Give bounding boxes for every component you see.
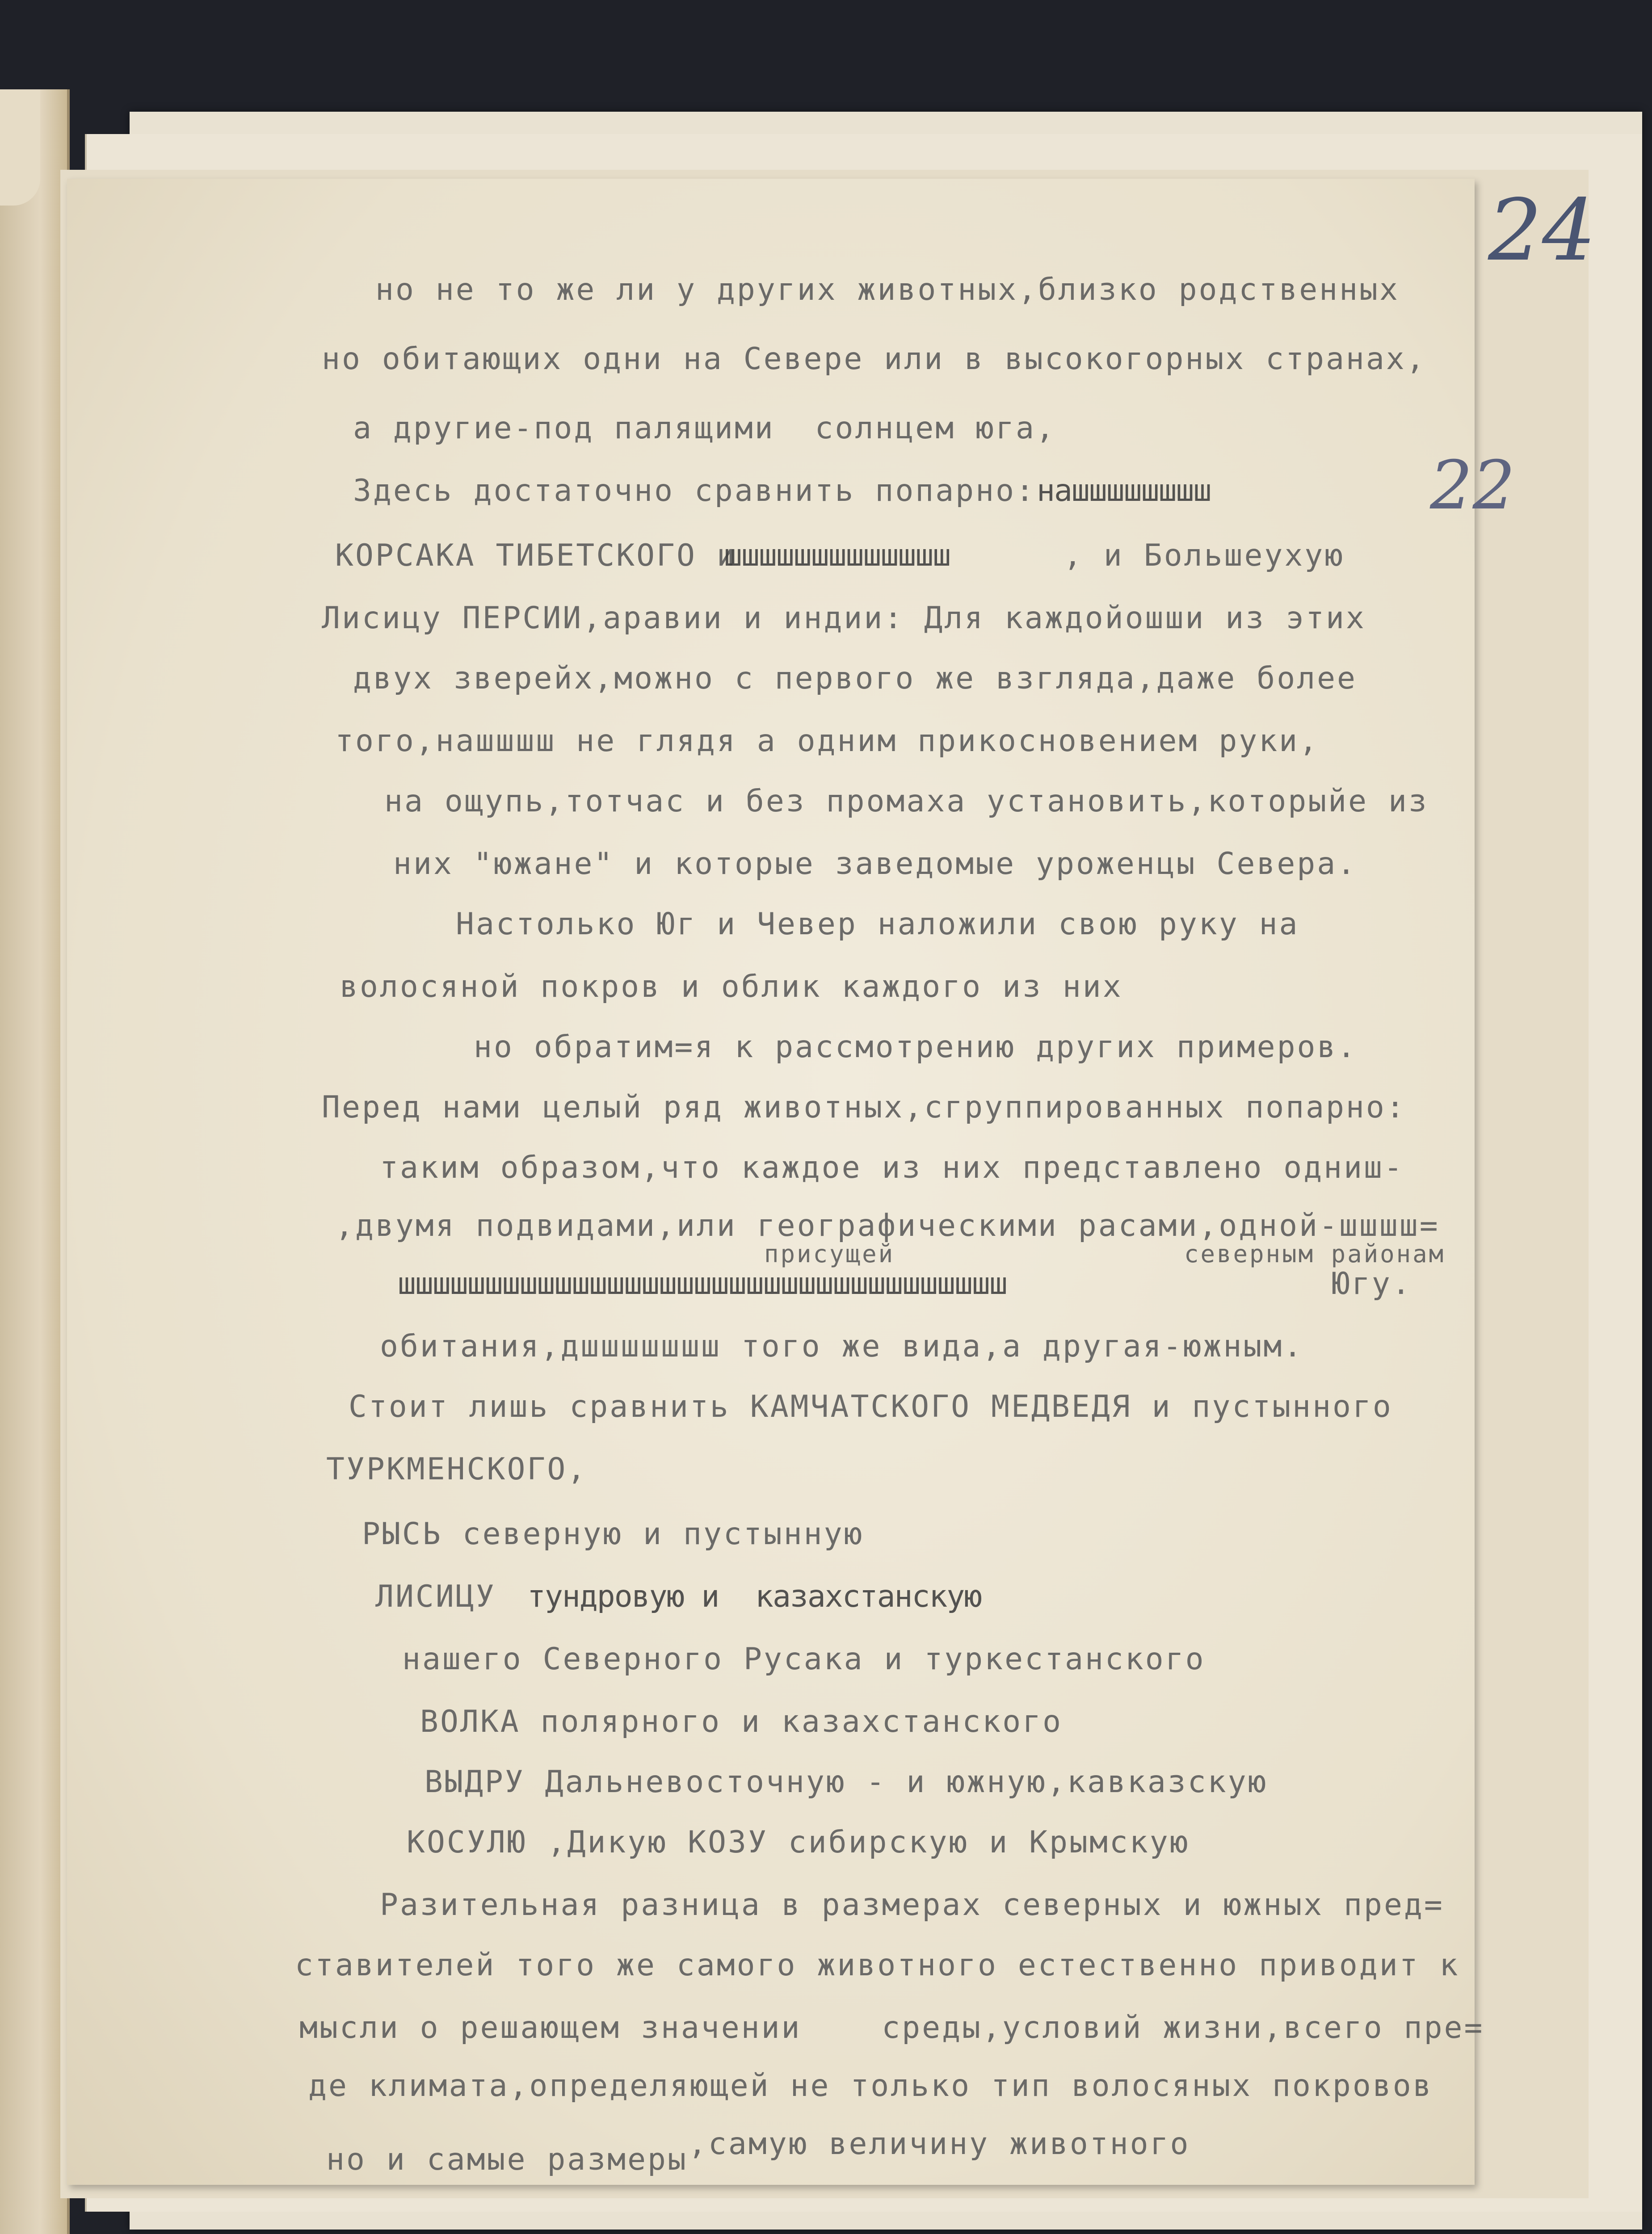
typed-insertion: северным районам: [1184, 1240, 1446, 1268]
typed-line: обитания,дшшшшшшш того же вида,а другая-южным.: [380, 1329, 1304, 1364]
struck-text: нашшшшшшшш: [1037, 473, 1211, 508]
sheet-page-number: 22: [1430, 447, 1515, 525]
typed-line: мысли о решающем значении среды,условий жизни,всего пре=: [299, 2010, 1484, 2045]
typed-line: Стоит лишь сравнить КАМЧАТСКОГО МЕДВЕДЯ и пустынного: [349, 1389, 1393, 1424]
struck-text: тундровую и: [527, 1579, 719, 1614]
typed-line: но и самые размеры: [326, 2142, 688, 2177]
typed-line: а другие-под палящими солнцем юга,: [353, 411, 1056, 446]
typed-line: ЛИСИЦУ: [375, 1579, 496, 1614]
typed-line: нашего Северного Русака и туркестанского: [402, 1642, 1206, 1677]
typed-line: Здесь достаточно сравнить попарно:: [353, 473, 1036, 508]
archive-folio-number: 24: [1488, 181, 1596, 280]
typed-line: ТУРКМЕНСКОГО,: [326, 1452, 588, 1487]
typed-line: но обратим=я к рассмотрению других примеров.: [474, 1029, 1358, 1065]
typed-line: Перед нами целый ряд животных,сгруппированных попарно:: [322, 1090, 1406, 1125]
typed-line: на ощупь,тотчас и без промаха установить,которыйе из: [384, 784, 1429, 819]
typed-line: ВЫДРУ Дальневосточную - и южную,кавказскую: [425, 1764, 1268, 1800]
typed-line: , и Большеухую: [1064, 538, 1345, 573]
typed-sheet: [67, 179, 1515, 2185]
folded-corner: [0, 89, 40, 206]
typed-line: волосяной покров и облик каждого из них: [340, 969, 1123, 1004]
struck-text: шшшшшшшшшшшшшшшшшшшшшшшшшшшшшшшшшшш: [398, 1266, 1007, 1302]
typed-line: Разительная разница в размерах северных и южных пред=: [380, 1887, 1444, 1923]
typed-line: РЫСЬ северную и пустынную: [362, 1516, 864, 1552]
typed-line: но не то же ли у других животных,близко родственных: [375, 272, 1400, 307]
typed-line: двух зверейх,можно с первого же взгляда,даже более: [353, 661, 1357, 696]
typed-line: де климата,определяющей не только тип волосяных покровов: [308, 2068, 1433, 2104]
typed-line: ,двумя подвидами,или географическими расами,одной-шшшш=: [335, 1208, 1440, 1243]
typed-line: Лисицу ПЕРСИИ,аравии и индии: Для каждойошши из этих: [322, 600, 1366, 636]
typed-line: того,нашшшш не глядя а одним прикосновением руки,: [335, 723, 1320, 759]
binder-edge: [0, 89, 70, 2234]
typed-line: них "южане" и которые заведомые уроженцы Севера.: [393, 846, 1358, 882]
typed-line: ставителей того же самого животного естественно приводит к: [295, 1948, 1460, 1983]
typed-line: ВОЛКА полярного и казахстанского: [420, 1704, 1063, 1739]
typed-insertion: присущей: [764, 1240, 895, 1268]
typed-line: Югу.: [1332, 1266, 1412, 1302]
typed-line: Настолько Юг и Чевер наложили свою руку на: [456, 907, 1299, 942]
struck-text: казахстанскую: [755, 1579, 982, 1614]
typed-line: таким образом,что каждое из них представлено одниш-: [380, 1150, 1404, 1185]
typed-line: ,самую величину животного: [688, 2126, 1190, 2162]
struck-text: шшшшшшшшшшшшш: [724, 538, 950, 573]
typed-line: КОРСАКА ТИБЕТСКОГО и: [335, 538, 737, 573]
typed-line: КОСУЛЮ ,Дикую КОЗУ сибирскую и Крымскую: [407, 1825, 1190, 1860]
typed-line: но обитающих одни на Севере или в высокогорных странах,: [322, 341, 1426, 377]
